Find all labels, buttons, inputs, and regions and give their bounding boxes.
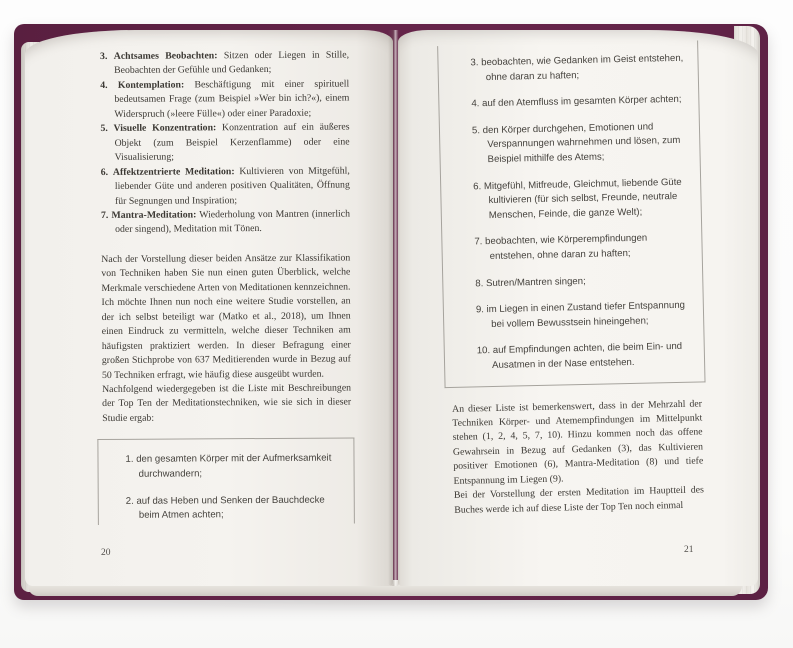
right-page-content (444, 35, 704, 518)
item-number: 6. (100, 166, 109, 178)
item-number: 1. (125, 454, 134, 466)
item-text: beobachten, wie Gedanken im Geist entstehen, ohne daran zu haften; (481, 52, 684, 83)
body-paragraph: Nach der Vorstellung dieser beiden Ansätze zur Klassifikation von Techniken haben Sie nun einen guten Überblick, welche Merkmale verschiedene Arten von Meditationen kennzeichnen. Ich möchte Ihnen nun noch eine weitere Studie vorstellen, an der ich selbst beteiligt war (Matko et al., 2018), um Ihnen einen Eindruck zu vermitteln, welche dieser Techniken am häufigsten praktiziert werden. In dieser Befragung einer großen Stichprobe von 637 Meditierenden wurde in Bezug auf 50 Techniken erfragt, wie häufig diese ausgeübt wurden. (101, 252, 351, 381)
list-item (100, 48, 349, 78)
item-number: 10. (476, 345, 491, 357)
page-number-right: 21 (684, 545, 694, 555)
box-list-item (472, 119, 690, 168)
item-text: Mitgefühl, Mitfreude, Gleichmut, liebende Güte kultivieren (für sich selbst, Freunde, neutrale Menschen, Feinde, die ganze Welt); (483, 176, 682, 221)
item-text: den gesamten Körper mit der Aufmerksamkeit durchwandern; (136, 452, 332, 480)
item-text: Sitzen oder Liegen in Stille, Beobachten der Gefühle und Gedanken; (114, 49, 350, 77)
box-list-item (475, 272, 692, 291)
box-list-item (126, 493, 346, 524)
list-item (100, 77, 349, 122)
box-list-item (476, 299, 694, 333)
item-text: Sutren/Mantren singen; (485, 275, 586, 289)
item-number: 2. (125, 495, 134, 507)
item-text: im Liegen in einen Zustand tiefer Entspannung bei vollem Bewusstsein hineingehen; (486, 299, 686, 330)
item-text: Kultivieren von Mitgefühl, liebender Güte und anderen positiven Qualitäten, Öffnung für Segnungen und Inspiration; (114, 165, 350, 207)
item-label: Mantra-Meditation: (111, 209, 197, 221)
body-paragraph: An dieser Liste ist bemerkenswert, dass in der Mehrzahl der Techniken Körper- und Atemempfindungen im Mittelpunkt stehen (1, 2, 4, 5, 7, 10). Hinzu kommen noch das offene Gewahrsein in Bezug auf Gedanken (3), das Kultivieren positiver Emotionen (6), Mantra-Meditation (8) und tiefe Entspannung im Liegen (9). (451, 397, 704, 487)
item-text: Konzentration auf ein äußeres Objekt (zum Beispiel Kerzenflamme) oder eine Visualisierung; (114, 121, 350, 164)
item-text: auf den Atemfluss im gesamten Körper achten; (481, 94, 682, 110)
body-paragraph: Bei der Vorstellung der ersten Meditation im Hauptteil des Buches werde ich auf diese Liste der Top Ten noch einmal (453, 484, 705, 516)
item-label: Visuelle Konzentration: (113, 122, 217, 135)
item-label: Affektzentrierte Meditation: (112, 165, 235, 178)
item-number: 4. (100, 79, 108, 91)
item-number: 5. (100, 123, 108, 135)
list-item (100, 121, 349, 166)
item-text: Beschäftigung mit einer spirituell bedeutsamen Frage (zum Beispiel »Wer bin ich?«), einem Widerspruch (»leere Fülle«) oder einer Paradoxie; (114, 78, 350, 120)
list-item (101, 164, 350, 209)
list-item (101, 207, 350, 237)
item-text: den Körper durchgehen, Emotionen und Verspannungen wahrnehmen und lösen, zum Beispiel mithilfe des Atems; (482, 121, 681, 166)
box-list-item (473, 175, 691, 224)
box-list-item (125, 452, 345, 483)
page-number-left: 20 (101, 548, 111, 558)
book-gutter-fold (388, 30, 400, 586)
top-ten-box-part-2 (437, 40, 705, 387)
top-ten-box-part-1 (97, 438, 355, 526)
left-page-content (100, 48, 352, 525)
item-text: auf das Heben und Senken der Bauchdecke beim Atmen achten; (136, 494, 325, 521)
item-number: 7. (100, 209, 109, 221)
item-number: 5. (471, 125, 481, 137)
item-number: 3. (470, 57, 479, 69)
item-label: Kontemplation: (117, 79, 185, 91)
item-number: 8. (475, 277, 484, 289)
item-text: beobachten, wie Körperempfindungen entstehen, ohne daran zu haften; (484, 232, 648, 262)
box-list-item (474, 231, 692, 265)
item-number: 3. (100, 50, 108, 62)
item-number: 6. (473, 180, 482, 192)
item-text: Wiederholung von Mantren (innerlich oder singend), Meditation mit Tönen. (115, 208, 351, 236)
meditation-technique-list (100, 48, 350, 237)
item-number: 9. (475, 304, 485, 316)
item-label: Achtsames Beobachten: (113, 50, 218, 62)
item-text: auf Empfindungen achten, die beim Ein- und Ausatmen in der Nase entstehen. (491, 341, 683, 371)
box-list-item (470, 52, 688, 86)
box-list-item (471, 93, 688, 112)
item-number: 7. (474, 236, 483, 248)
body-paragraph: Nachfolgend wiedergegeben ist die Liste mit Beschreibungen der Top Ten der Meditationstechniken, wie sie sich in dieser Studie ergab: (102, 382, 352, 424)
box-list-item (477, 340, 695, 374)
item-number: 4. (471, 98, 480, 110)
